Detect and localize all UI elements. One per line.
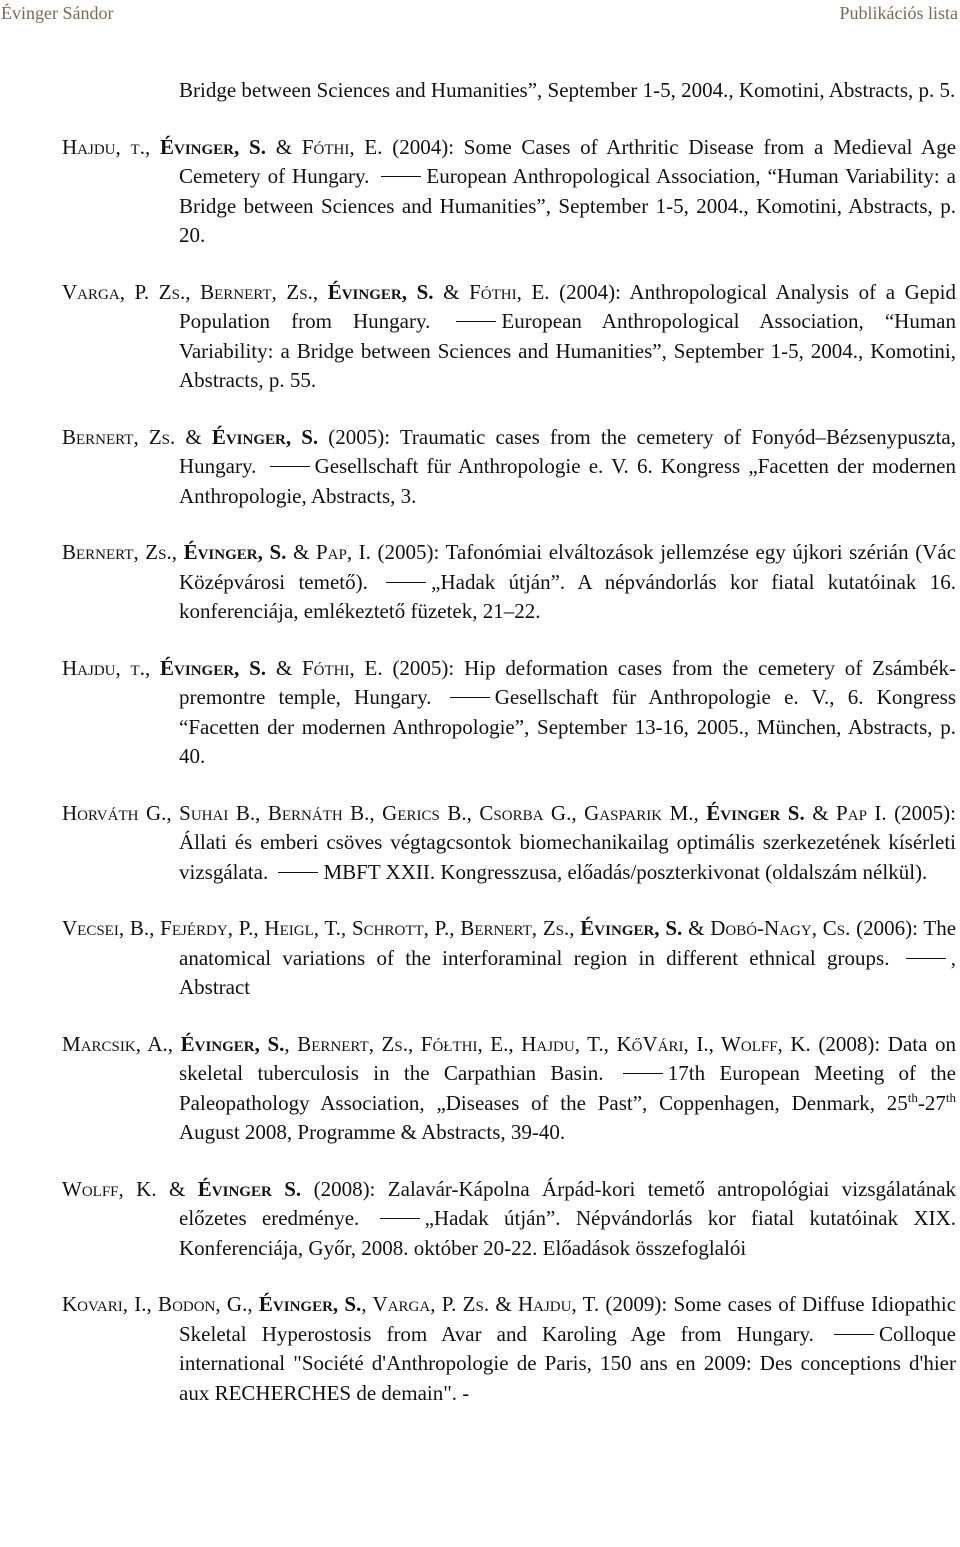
- dash-icon: [456, 321, 496, 322]
- list-item: [62, 133, 956, 251]
- entry-text: Bridge between Sciences and Humanities”, September 1-5, 2004., Komotini, Abstracts, p. 5.: [179, 78, 956, 102]
- entry-venue: 17th European Meeting of the Paleopathology Association, „Diseases of the Past”, Coppenhagen, Denmark, 25: [179, 1061, 957, 1115]
- entry-authors: Bernert, Zs. & Évinger, S.: [62, 424, 319, 449]
- dash-icon: [278, 872, 318, 873]
- entry-authors: Vecsei, B., Fejérdy, P., Heigl, T., Schrott, P., Bernert, Zs., Évinger, S. & Dobó-Nagy, Cs.: [62, 916, 851, 940]
- list-item: [62, 914, 956, 1003]
- entry-authors: Bernert, Zs., Évinger, S. & Pap, I.: [62, 540, 371, 564]
- header-section: Publikációs lista: [839, 3, 958, 23]
- entry-venue-mid: -27: [917, 1090, 946, 1115]
- dash-icon: [380, 1218, 420, 1219]
- dash-icon: [450, 697, 490, 698]
- entry-text: (2008): Data on skeletal tuberculosis in the Carpathian Basin.: [179, 1031, 956, 1085]
- entry-venue: „Hadak útján”. Népvándorlás kor fiatal kutatóinak XIX. Konferenciája, Győr, 2008. október 20-22. Előadások összefoglalói: [179, 1206, 956, 1260]
- dash-icon: [623, 1073, 663, 1074]
- entry-text: (2006): The anatomical variations of the interforaminal region in different ethnical groups.: [179, 916, 957, 970]
- dash-icon: [386, 582, 426, 583]
- entry-authors: Marcsik, A., Évinger, S., Bernert, Zs., Fółthi, E., Hajdu, T., KőVári, I., Wolff, K.: [62, 1031, 811, 1056]
- publication-list: [62, 76, 956, 1408]
- superscript: th: [907, 1089, 918, 1105]
- entry-authors: Kovari, I., Bodon, G., Évinger, S., Varga, P. Zs. & Hajdu, T.: [62, 1292, 600, 1316]
- list-item: [62, 799, 956, 888]
- entry-venue: European Anthropological Association, “Human Variability: a Bridge between Sciences and Humanities”, September 1-5, 2004., Komotini, Abstracts, p. 20.: [179, 164, 956, 247]
- entry-text: (2008): Zalavár-Kápolna Árpád-kori temető antropológiai vizsgálatának előzetes eredménye.: [179, 1176, 957, 1230]
- entry-text: (2004): Some Cases of Arthritic Disease from a Medieval Age Cemetery of Hungary.: [179, 134, 957, 188]
- header-author: Évinger Sándor: [1, 3, 114, 23]
- entry-authors: Varga, P. Zs., Bernert, Zs., Évinger, S. & Fóthi, E.: [62, 279, 550, 304]
- list-item: [62, 1030, 956, 1148]
- entry-text: (2005): Traumatic cases from the cemetery of Fonyód–Bézsenypuszta, Hungary.: [179, 424, 956, 478]
- entry-text: (2005): Állati és emberi csöves végtagcsontok biomechanikailag optimális szerkezetének kísérleti vizsgálata.: [179, 800, 956, 884]
- list-item: [62, 1175, 956, 1264]
- list-item: [62, 278, 956, 396]
- list-item: [62, 423, 956, 512]
- entry-venue: Colloque international "Société d'Anthropologie de Paris, 150 ans en 2009: Des conceptions d'hier aux RECHERCHES de demain". -: [179, 1321, 956, 1405]
- entry-text: (2009): Some cases of Diffuse Idiopathic Skeletal Hyperostosis from Avar and Karoling Age from Hungary.: [179, 1292, 957, 1346]
- entry-venue: , Abstract: [179, 945, 956, 999]
- entry-text: (2005): Tafonómiai elváltozások jellemzése egy újkori szérián (Vác Középvárosi temető).: [179, 540, 957, 594]
- list-item: [62, 654, 956, 772]
- list-item: [62, 76, 956, 106]
- entry-venue: „Hadak útján”. A népvándorlás kor fiatal kutatóinak 16. konferenciája, emlékeztető füzetek, 21–22.: [179, 569, 956, 623]
- entry-authors: Horváth G., Suhai B., Bernáth B., Gerics B., Csorba G., Gasparik M., Évinger S. & Pap I.: [62, 800, 887, 825]
- list-item: [62, 538, 956, 627]
- superscript: th: [945, 1089, 956, 1105]
- entry-venue: Gesellschaft für Anthropologie e. V. 6. Kongress „Facetten der modernen Anthropologie, Abstracts, 3.: [179, 454, 957, 508]
- entry-authors: Wolff, K. & Évinger S.: [62, 1176, 302, 1201]
- entry-authors: Hajdu, t., Évinger, S. & Fóthi, E.: [62, 655, 383, 680]
- entry-authors: Hajdu, t., Évinger, S. & Fóthi, E.: [62, 134, 383, 159]
- entry-venue: Gesellschaft für Anthropologie e. V., 6. Kongress “Facetten der modernen Anthropologie”, September 13-16, 2005., München, Abstracts, p. 40.: [179, 685, 956, 768]
- entry-venue-end: August 2008, Programme & Abstracts, 39-40.: [179, 1120, 566, 1144]
- entry-venue: MBFT XXII. Kongresszusa, előadás/poszterkivonat (oldalszám nélkül).: [323, 859, 928, 884]
- dash-icon: [270, 466, 310, 467]
- entry-venue: European Anthropological Association, “Human Variability: a Bridge between Sciences and Humanities”, September 1-5, 2004., Komotini, Abstracts, p. 55.: [179, 309, 956, 392]
- entry-text: (2004): Anthropological Analysis of a Gepid Population from Hungary.: [179, 279, 957, 333]
- entry-text: (2005): Hip deformation cases from the cemetery of Zsámbék-premontre temple, Hungary.: [179, 655, 957, 709]
- list-item: [62, 1290, 956, 1408]
- dash-icon: [906, 958, 946, 959]
- dash-icon: [834, 1334, 874, 1335]
- dash-icon: [381, 176, 421, 177]
